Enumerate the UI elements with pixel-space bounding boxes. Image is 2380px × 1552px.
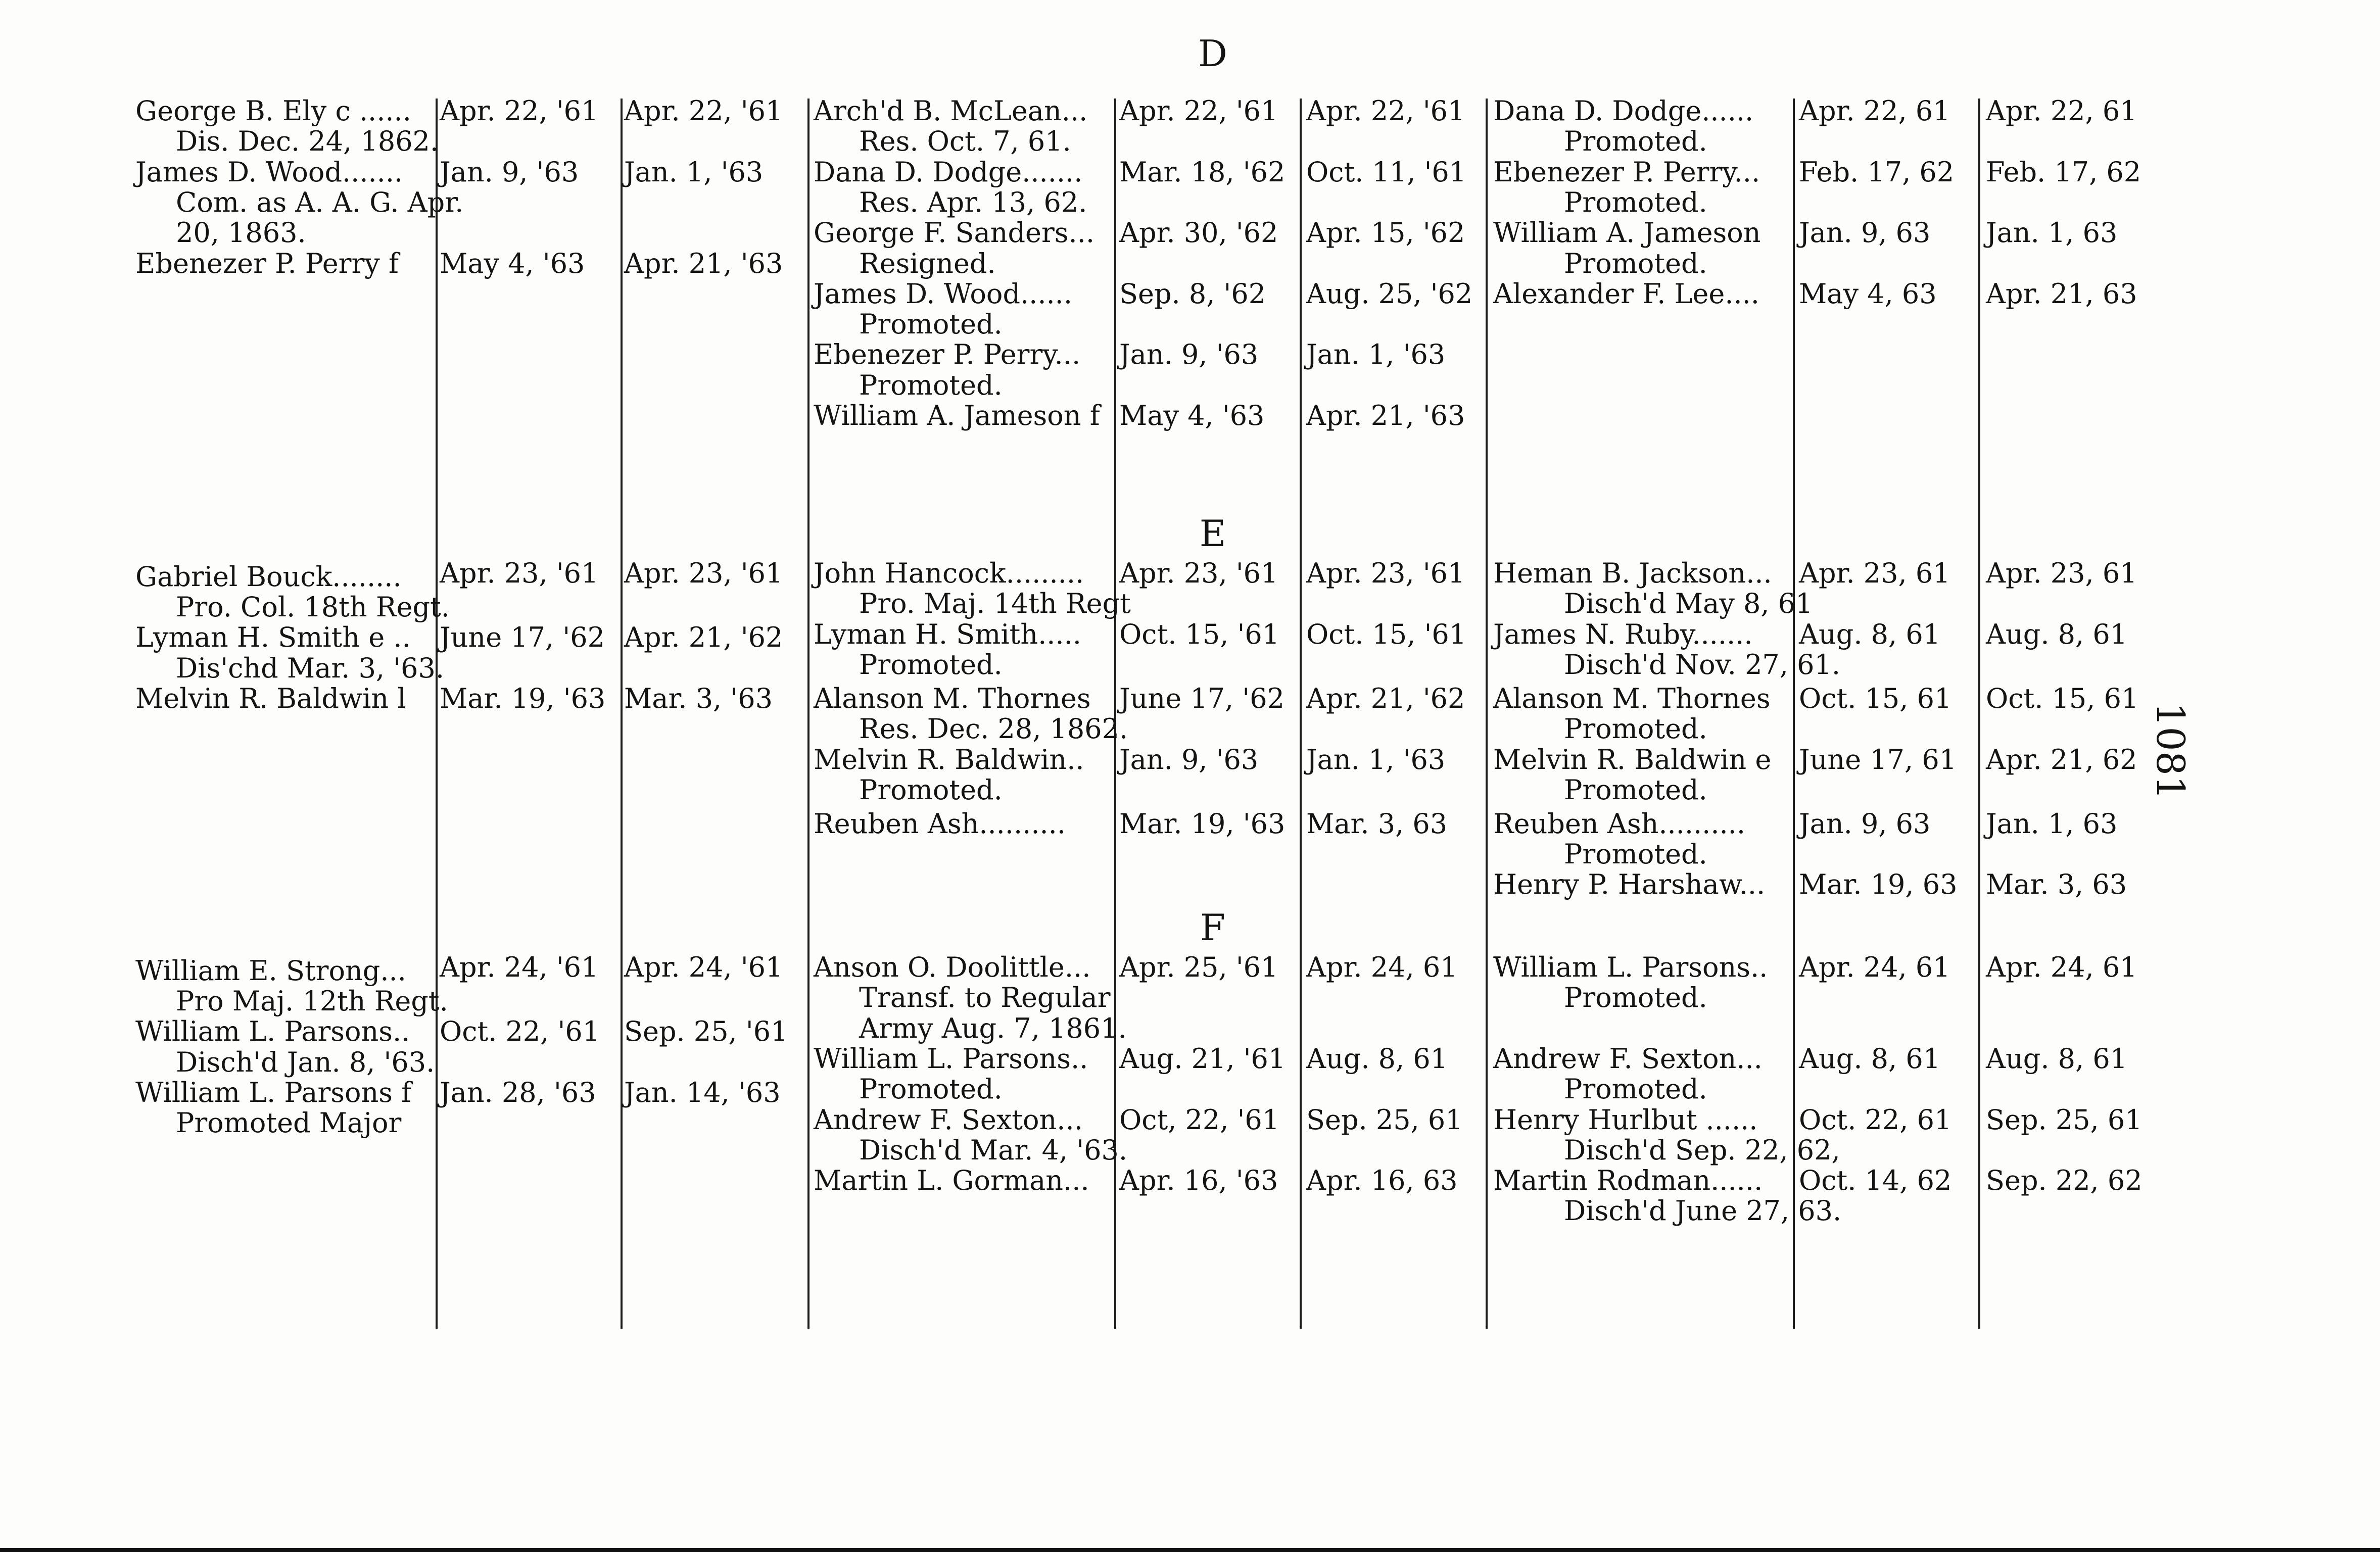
service-date: Aug. 8, 61 <box>1986 1042 2128 1075</box>
service-note: Promoted. <box>859 773 1003 806</box>
service-note: Com. as A. A. G. Apr. <box>176 186 464 218</box>
service-date: Mar. 19, 63 <box>1799 868 1958 901</box>
service-date: Mar. 3, 63 <box>1306 807 1448 840</box>
column-rule <box>1486 99 1488 1329</box>
officer-name: Andrew F. Sexton... <box>1493 1042 1763 1075</box>
service-date: Aug. 8, 61 <box>1986 618 2128 650</box>
service-date: May 4, '63 <box>440 247 585 279</box>
service-date: Jan. 1, 63 <box>1986 217 2118 249</box>
service-date: Oct. 14, 62 <box>1799 1165 1952 1197</box>
section-letter: F <box>1200 906 1225 949</box>
officer-name: Melvin R. Baldwin e <box>1493 743 1772 775</box>
officer-name: Reuben Ash.......... <box>814 807 1066 840</box>
officer-name: Andrew F. Sexton... <box>814 1103 1083 1136</box>
service-date: Aug. 8, 61 <box>1799 1042 1941 1075</box>
officer-name: William L. Parsons f <box>135 1076 412 1108</box>
service-date: Apr. 23, 61 <box>1799 557 1950 589</box>
service-date: May 4, 63 <box>1799 277 1937 310</box>
officer-name: George F. Sanders... <box>814 217 1095 249</box>
service-date: Mar. 19, '63 <box>1119 807 1286 840</box>
service-note: Promoted. <box>1564 713 1707 745</box>
service-note: Promoted. <box>1564 773 1707 806</box>
column-rule <box>436 99 438 1329</box>
service-date: Aug. 8, 61 <box>1799 618 1941 650</box>
service-date: Oct. 15, 61 <box>1799 682 1952 714</box>
service-note: Promoted. <box>1564 247 1707 279</box>
service-note: Dis'chd Mar. 3, '63. <box>176 652 444 684</box>
service-date: Apr. 23, '61 <box>1306 557 1465 589</box>
service-note: Promoted. <box>1564 982 1707 1014</box>
service-date: Apr. 24, '61 <box>440 951 599 983</box>
officer-name: William L. Parsons.. <box>1493 951 1768 983</box>
service-date: Sep. 25, 61 <box>1986 1103 2143 1136</box>
service-date: Apr. 24, 61 <box>1799 951 1950 983</box>
service-date: Sep. 25, 61 <box>1306 1103 1463 1136</box>
service-date: Apr. 21, '62 <box>1306 682 1465 714</box>
service-date: Apr. 22, '61 <box>1119 95 1278 127</box>
service-date: Mar. 3, 63 <box>1986 868 2127 901</box>
service-date: Apr. 24, 61 <box>1306 951 1458 983</box>
service-note: Disch'd June 27, 63. <box>1564 1195 1842 1227</box>
service-note: Pro. Col. 18th Regt. <box>176 591 450 623</box>
service-date: Oct. 15, '61 <box>1119 618 1280 650</box>
officer-name: Arch'd B. McLean... <box>814 95 1088 127</box>
service-note: Pro. Maj. 14th Regt <box>859 588 1131 620</box>
service-date: Apr. 15, '62 <box>1306 217 1465 249</box>
service-note: Res. Oct. 7, 61. <box>859 125 1071 158</box>
officer-name: Reuben Ash.......... <box>1493 807 1745 840</box>
service-note: Disch'd Jan. 8, '63. <box>176 1046 435 1078</box>
service-date: Apr. 22, 61 <box>1986 95 2137 127</box>
service-date: June 17, '62 <box>440 621 605 654</box>
section-letter: D <box>1198 32 1227 75</box>
officer-name: John Hancock......... <box>814 557 1084 589</box>
service-date: Aug. 8, 61 <box>1306 1042 1448 1075</box>
service-date: Oct. 11, '61 <box>1306 156 1467 188</box>
service-note: Res. Apr. 13, 62. <box>859 186 1087 218</box>
officer-name: William A. Jameson f <box>814 400 1100 431</box>
officer-name: William L. Parsons.. <box>135 1015 410 1048</box>
officer-name: Martin Rodman...... <box>1493 1165 1763 1197</box>
service-date: Apr. 24, '61 <box>624 951 783 983</box>
officer-name: George B. Ely c ...... <box>135 95 411 127</box>
officer-name: Alanson M. Thornes <box>1493 682 1771 714</box>
officer-name: Ebenezer P. Perry... <box>1493 156 1760 188</box>
officer-name: Martin L. Gorman... <box>814 1165 1089 1197</box>
service-note: Disch'd Mar. 4, '63. <box>859 1134 1127 1166</box>
service-date: Apr. 23, '61 <box>440 557 599 589</box>
service-date: Oct. 15, '61 <box>1306 618 1467 650</box>
service-date: Apr. 23, '61 <box>1119 557 1278 589</box>
service-date: Apr. 23, 61 <box>1986 557 2137 589</box>
service-date: Feb. 17, 62 <box>1986 156 2141 188</box>
service-date: Apr. 22, '61 <box>1306 95 1465 127</box>
service-note: Promoted. <box>859 369 1003 401</box>
service-note: Promoted Major <box>176 1107 402 1139</box>
officer-name: William L. Parsons.. <box>814 1042 1088 1075</box>
service-date: Jan. 9, '63 <box>1119 743 1259 775</box>
column-rule <box>1978 99 1980 1329</box>
scan-edge <box>0 1548 2380 1552</box>
service-date: Apr. 21, '62 <box>624 621 783 654</box>
service-note: Res. Dec. 28, 1862. <box>859 713 1128 745</box>
service-date: June 17, 61 <box>1799 743 1957 775</box>
service-date: Jan. 9, '63 <box>1119 338 1259 371</box>
service-date: Apr. 22, '61 <box>624 95 783 127</box>
service-date: Apr. 21, 62 <box>1986 743 2137 775</box>
service-date: Jan. 14, '63 <box>624 1076 781 1108</box>
service-date: Apr. 22, '61 <box>440 95 599 127</box>
officer-name: James D. Wood...... <box>814 277 1072 310</box>
service-date: May 4, '63 <box>1119 400 1265 431</box>
service-note: Dis. Dec. 24, 1862. <box>176 125 439 158</box>
officer-name: Anson O. Doolittle... <box>814 951 1091 983</box>
officer-name: Dana D. Dodge...... <box>1493 95 1754 127</box>
column-rule <box>621 99 623 1329</box>
officer-name: Alexander F. Lee.... <box>1493 277 1759 310</box>
service-date: Oct. 22, 61 <box>1799 1103 1952 1136</box>
service-date: Oct, 22, '61 <box>1119 1103 1280 1136</box>
service-date: Jan. 9, '63 <box>440 156 579 188</box>
officer-name: William A. Jameson <box>1493 217 1761 249</box>
service-date: Apr. 23, '61 <box>624 557 783 589</box>
service-date: Jan. 1, '63 <box>1306 743 1446 775</box>
officer-name: Gabriel Bouck........ <box>135 560 402 593</box>
officer-name: Melvin R. Baldwin l <box>135 682 406 714</box>
officer-name: James D. Wood....... <box>135 156 403 188</box>
column-rule <box>1300 99 1302 1329</box>
officer-name: William E. Strong... <box>135 954 406 987</box>
service-date: Apr. 21, '63 <box>1306 400 1465 431</box>
service-date: Apr. 21, 63 <box>1986 277 2137 310</box>
service-note: Promoted. <box>859 648 1003 681</box>
service-date: Jan. 1, '63 <box>624 156 764 188</box>
service-date: Oct. 15, 61 <box>1986 682 2139 714</box>
service-note: Promoted. <box>1564 1073 1707 1105</box>
service-note: Promoted. <box>1564 838 1707 870</box>
service-date: Mar. 19, '63 <box>440 682 606 714</box>
service-note: Promoted. <box>859 308 1003 341</box>
service-date: Aug. 21, '61 <box>1119 1042 1286 1075</box>
service-date: Mar. 18, '62 <box>1119 156 1286 188</box>
officer-name: Henry Hurlbut ...... <box>1493 1103 1758 1136</box>
service-note: Pro Maj. 12th Regt. <box>176 985 448 1017</box>
service-note: Promoted. <box>1564 186 1707 218</box>
service-date: Apr. 16, '63 <box>1119 1165 1278 1197</box>
service-date: Apr. 24, 61 <box>1986 951 2137 983</box>
service-date: Apr. 22, 61 <box>1799 95 1950 127</box>
officer-name: Ebenezer P. Perry... <box>814 338 1081 371</box>
officer-name: Lyman H. Smith e .. <box>135 621 411 654</box>
service-date: Aug. 25, '62 <box>1306 277 1473 310</box>
service-date: Apr. 30, '62 <box>1119 217 1278 249</box>
officer-name: Ebenezer P. Perry f <box>135 247 399 279</box>
service-note: Disch'd May 8, 61 <box>1564 588 1813 620</box>
officer-name: James N. Ruby....... <box>1493 618 1753 650</box>
service-date: Jan. 1, 63 <box>1986 807 2118 840</box>
service-date: Sep. 22, 62 <box>1986 1165 2143 1197</box>
officer-name: Dana D. Dodge....... <box>814 156 1083 188</box>
service-note: Transf. to Regular <box>859 982 1111 1014</box>
service-note: Promoted. <box>859 1073 1003 1105</box>
service-date: Oct. 22, '61 <box>440 1015 600 1048</box>
service-note: Disch'd Nov. 27, 61. <box>1564 648 1840 681</box>
service-date: Mar. 3, '63 <box>624 682 773 714</box>
page-number: 1081 <box>2148 702 2193 800</box>
service-date: Apr. 21, '63 <box>624 247 783 279</box>
service-date: Jan. 9, 63 <box>1799 217 1931 249</box>
column-rule <box>807 99 810 1329</box>
service-date: Jan. 9, 63 <box>1799 807 1931 840</box>
service-date: Apr. 25, '61 <box>1119 951 1278 983</box>
officer-name: Melvin R. Baldwin.. <box>814 743 1084 775</box>
service-note: Resigned. <box>859 247 996 279</box>
service-date: Feb. 17, 62 <box>1799 156 1955 188</box>
service-date: Sep. 25, '61 <box>624 1015 788 1048</box>
service-note: Promoted. <box>1564 125 1707 158</box>
service-date: Jan. 28, '63 <box>440 1076 596 1108</box>
service-note: Disch'd Sep. 22, 62, <box>1564 1134 1840 1166</box>
service-note: 20, 1863. <box>176 217 306 249</box>
service-date: Jan. 1, '63 <box>1306 338 1446 371</box>
section-letter: E <box>1199 512 1226 555</box>
service-date: Sep. 8, '62 <box>1119 277 1266 310</box>
service-date: Apr. 16, 63 <box>1306 1165 1458 1197</box>
officer-name: Lyman H. Smith..... <box>814 618 1081 650</box>
officer-name: Henry P. Harshaw... <box>1493 868 1766 901</box>
service-date: June 17, '62 <box>1119 682 1284 714</box>
service-note: Army Aug. 7, 1861. <box>859 1012 1127 1044</box>
officer-name: Heman B. Jackson... <box>1493 557 1772 589</box>
officer-name: Alanson M. Thornes <box>814 682 1091 714</box>
